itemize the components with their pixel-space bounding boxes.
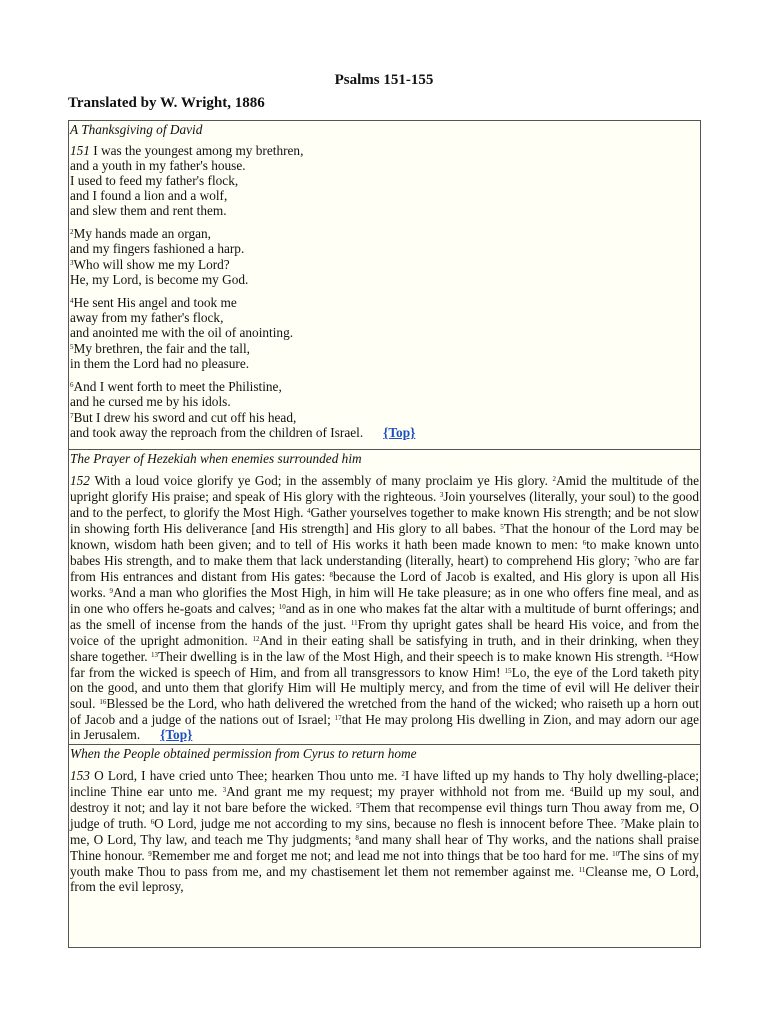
verse-text: and slew them and rent them. — [70, 203, 227, 218]
verse-text: O Lord, I have cried unto Thee; hearken Thou unto me. — [94, 768, 402, 783]
verse-text: Gather yourselves together to make known His strength; and be not slow in showing forth His deliverance [and His strength] and His glory to all babes. — [70, 505, 699, 536]
verse-number: 15 — [504, 667, 512, 675]
verse-text: to make known unto babes His strength, and to make them that lack understanding (literally, heart) to comprehend His glory; — [70, 537, 700, 568]
verse-number: 12 — [252, 635, 260, 643]
verse-text: That the honour of the Lord may be known, wisdom hath been given; and to tell of His works it hath been made known to men: — [70, 521, 700, 552]
verse-text: in them the Lord had no pleasure. — [70, 356, 250, 371]
top-link[interactable]: {Top} — [383, 425, 416, 440]
stanza — [70, 143, 699, 218]
verse-text: Make plain to me, O Lord, Thy law, and teach me Thy judgments; — [70, 816, 700, 847]
verse-text: O Lord, judge me not according to my sins, because no flesh is innocent before Thee. — [154, 816, 621, 831]
verse-number: 13 — [151, 651, 159, 659]
verse-text: and anointed me with the oil of anointing. — [70, 325, 294, 340]
psalm-153-body — [70, 767, 699, 894]
verse-text: and many shall hear of Thy works, and the nations shall praise Thine honour. — [70, 832, 699, 863]
verse-number: 3 — [70, 259, 74, 267]
verse-number: 11 — [350, 619, 358, 627]
verse-text: And a man who glorifies the Most High, in him will He take pleasure; as in one who offers fine meal, and as in one who offers he-goats and calves; — [70, 585, 699, 616]
verse-text: Build up my soul, and destroy it not; and lay it not bare before the wicked. — [70, 784, 700, 815]
verse-number: 10 — [612, 850, 620, 858]
psalm-152-section — [69, 450, 700, 745]
verse-number: 5 — [500, 523, 504, 531]
verse-line — [70, 225, 699, 241]
verse-text: He sent His angel and took me — [73, 295, 237, 310]
verse-text: that He may prolong His dwelling in Zion, and may adorn our age in Jerusalem. — [70, 712, 699, 742]
verse-line — [70, 378, 699, 394]
verse-text: Amid the multitude of the upright glorify His praise; and speak of His glory with the righteous. — [70, 473, 699, 504]
verse-line — [70, 425, 699, 440]
verse-text: I used to feed my father's flock, — [70, 173, 239, 188]
verse-number: 3 — [222, 786, 227, 794]
verse-text: My brethren, the fair and the tall, — [73, 341, 250, 356]
verse-text: Cleanse me, O Lord, from the evil leprosy, — [70, 864, 699, 894]
verse-number: 4 — [306, 507, 311, 515]
verse-text: Who will show me my Lord? — [73, 257, 230, 272]
verse-text: He, my Lord, is become my God. — [70, 272, 249, 287]
verse-text: And grant me my request; my prayer withhold not from me. — [226, 784, 570, 799]
verse-number: 2 — [552, 475, 556, 483]
verse-number: 8 — [329, 571, 334, 579]
verse-text: But I drew his sword and cut off his head, — [73, 410, 297, 425]
psalms-table — [68, 120, 701, 948]
top-link[interactable]: {Top} — [160, 727, 193, 742]
verse-line — [70, 173, 699, 188]
verse-text: My hands made an organ, — [73, 226, 211, 241]
psalm-153-section — [69, 745, 700, 896]
verse-line — [70, 294, 699, 310]
verse-number: 2 — [70, 228, 74, 236]
verse-text: because the Lord of Jacob is exalted, and His glory is upon all His works. — [70, 569, 699, 600]
verse-text: And in their eating shall be satisfying in truth, and in their drinking, when they share together. — [70, 633, 700, 664]
verse-text: From thy upright gates shall be heard His voice, and from the voice of the upright admonition. — [70, 617, 699, 648]
verse-line — [70, 394, 699, 409]
translator-credit: Translated by W. Wright, 1886 — [68, 95, 265, 111]
verse-number: 9 — [148, 850, 152, 858]
verse-text: and took away the reproach from the children of Israel. — [70, 425, 364, 440]
verse-text: Blessed be the Lord, who hath delivered the wretched from the hand of the wicked; who raiseth up a horn out of Jacob and a judge of the nations out of Israel; — [70, 696, 699, 727]
verse-number: 11 — [578, 866, 586, 874]
verse-number: 16 — [99, 698, 107, 706]
verse-line — [70, 409, 699, 425]
verse-line — [70, 356, 699, 371]
verse-text: With a loud voice glorify ye God; in the assembly of many proclaim ye His glory. — [94, 473, 553, 488]
verse-number: 5 — [70, 343, 74, 351]
verse-text: The sins of my youth make Thou to pass from me, and my chastisement let them not remember against me. — [70, 848, 699, 879]
verse-text: Them that recompense evil things turn Thou away from me, O judge of truth. — [70, 800, 699, 831]
verse-number: 9 — [109, 587, 114, 595]
verse-line — [70, 203, 699, 218]
stanza — [70, 225, 699, 287]
psalm-153-heading: When the People obtained permission from Cyrus to return home — [70, 746, 417, 761]
page-title: Psalms 151-155 — [334, 72, 434, 88]
verse-line — [70, 325, 699, 340]
verse-text: and a youth in my father's house. — [70, 158, 246, 173]
psalm-151-body — [70, 143, 699, 440]
verse-number: 7 — [70, 412, 74, 420]
verse-number: 6 — [150, 818, 155, 826]
verse-line — [70, 310, 699, 325]
verse-number: 4 — [570, 786, 574, 794]
verse-number: 17 — [334, 714, 342, 722]
stanza — [70, 378, 699, 440]
verse-number: 6 — [70, 381, 74, 389]
verse-text: How far from the wicked is speech of Him, and from all transgressors to know Him! — [70, 649, 699, 680]
verse-text: And I went forth to meet the Philistine, — [73, 379, 282, 394]
verse-text: Lo, the eye of the Lord taketh pity on the good, and unto them that glorify Him will He multiply mercy, and from the time of evil will He deliver their soul. — [70, 665, 699, 711]
verse-line — [70, 340, 699, 356]
verse-number: 2 — [401, 770, 405, 778]
verse-line — [70, 143, 699, 158]
verse-line — [70, 241, 699, 256]
verse-line — [70, 272, 699, 287]
verse-number: 8 — [355, 834, 359, 842]
verse-line — [70, 158, 699, 173]
verse-text: and I found a lion and a wolf, — [70, 188, 228, 203]
psalm-number: 153 — [70, 768, 95, 783]
verse-text: away from my father's flock, — [70, 310, 224, 325]
verse-number: 7 — [620, 818, 625, 826]
verse-text: Join yourselves (literally, your soul) to the good and to the perfect, to glorify the Most High. — [70, 489, 699, 520]
verse-text: Remember me and forget me not; and lead me not into things that be too hard for me. — [151, 848, 613, 863]
verse-text: and he cursed me by his idols. — [70, 394, 231, 409]
verse-number: 5 — [356, 802, 360, 810]
verse-number: 3 — [439, 491, 444, 499]
psalm-152-body — [70, 472, 699, 742]
psalm-number: 151 — [70, 143, 94, 158]
verse-text: and my fingers fashioned a harp. — [70, 241, 245, 256]
verse-text: Their dwelling is in the law of the Most High, and their speech is to make known His strength. — [158, 649, 667, 664]
verse-number: 4 — [70, 297, 74, 305]
psalm-151-heading: A Thanksgiving of David — [70, 122, 203, 137]
verse-text: I have lifted up my hands to Thy holy dwelling-place; incline Thine ear unto me. — [70, 768, 699, 799]
verse-text: I was the youngest among my brethren, — [93, 143, 304, 158]
stanza — [70, 294, 699, 371]
psalm-151-section — [69, 121, 700, 450]
verse-number: 6 — [582, 539, 587, 547]
psalm-number: 152 — [70, 473, 95, 488]
psalm-152-heading: The Prayer of Hezekiah when enemies surrounded him — [70, 451, 362, 466]
verse-number: 10 — [278, 603, 286, 611]
verse-line — [70, 188, 699, 203]
verse-line — [70, 256, 699, 272]
verse-number: 14 — [666, 651, 674, 659]
verse-number: 7 — [633, 555, 638, 563]
verse-text: who are far from His entrances and distant from His gates: — [70, 553, 699, 584]
verse-text: and as in one who makes fat the altar with a multitude of burnt offerings; and as the smell of incense from the hands of the just. — [70, 601, 700, 632]
